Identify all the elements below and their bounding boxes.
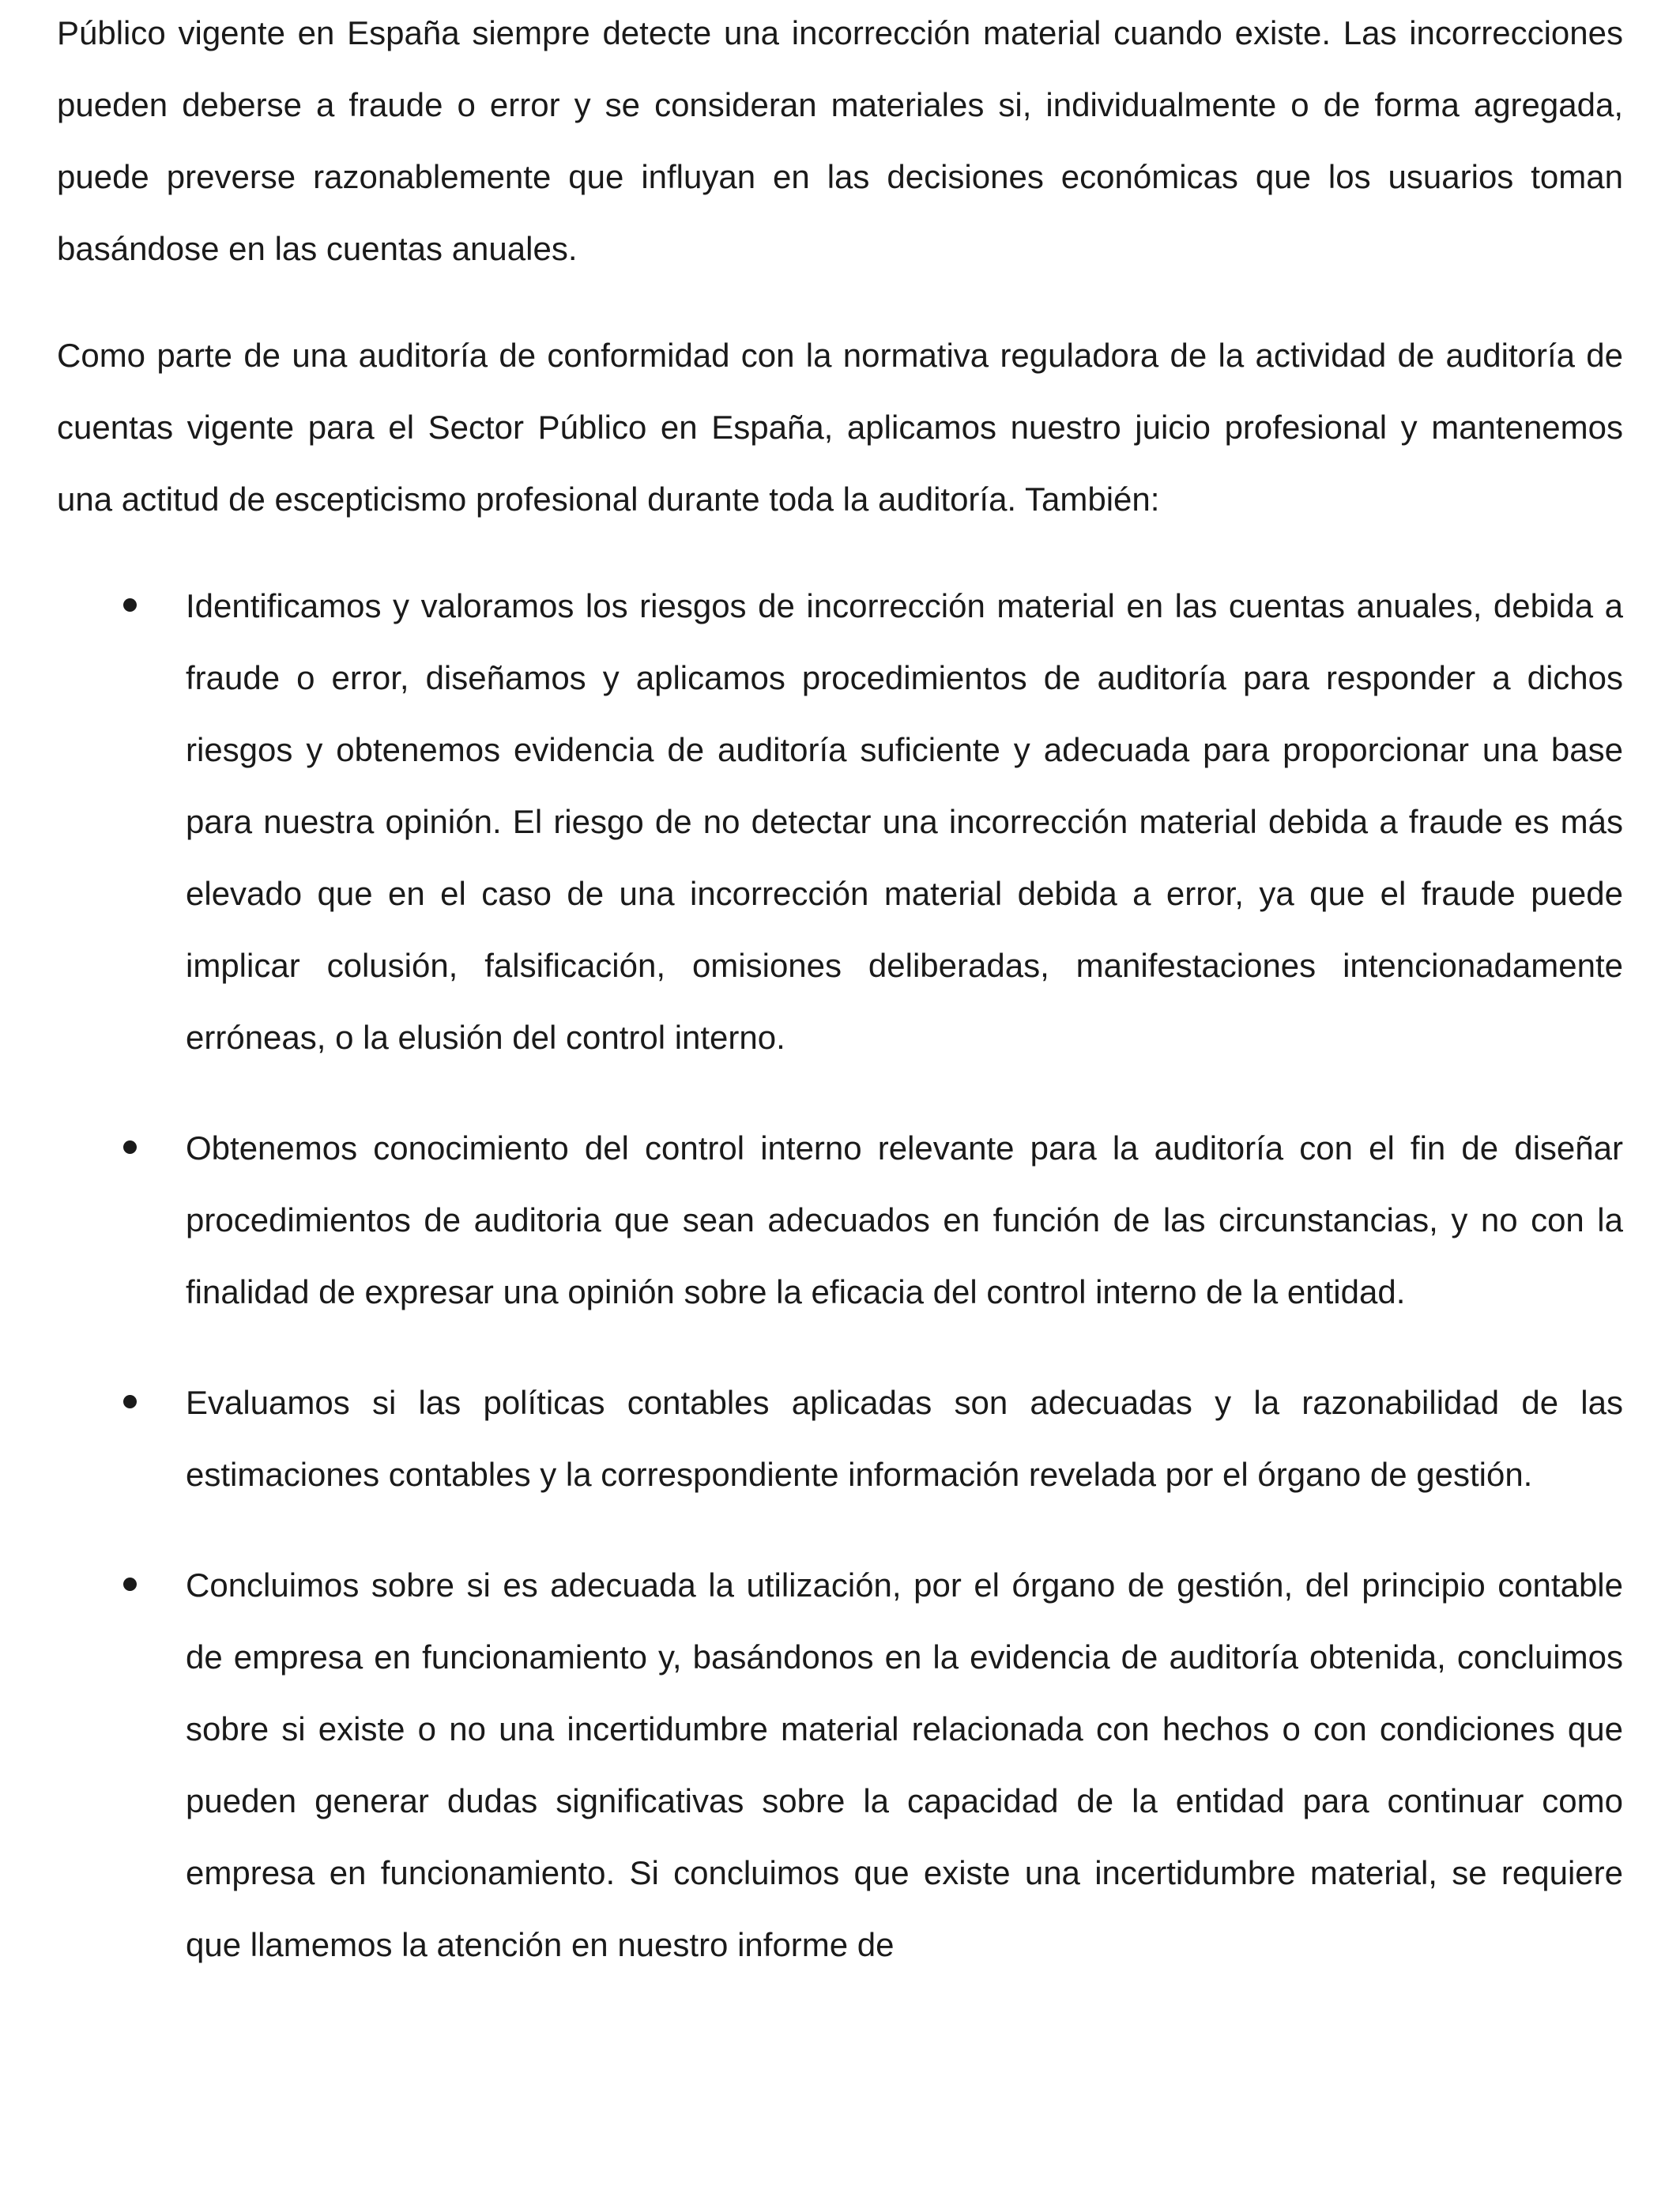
bullet-icon: [123, 1395, 137, 1408]
list-item-internal-control: [57, 1112, 1623, 1328]
audit-procedures-list: [57, 570, 1623, 1981]
list-item-text: Identificamos y valoramos los riesgos de incorrección material en las cuentas anuales, debida a fraude o error, diseñamos y aplicamos procedimientos de auditoría para responder a dichos riesgos y obtenemos evidencia de auditoría suficiente y adecuada para proporcionar una base para nuestra opinión. El riesgo de no detectar una incorrección material debida a fraude es más elevado que en el caso de una incorrección material debida a error, ya que el fraude puede implicar colusión, falsificación, omisiones deliberadas, manifestaciones intencionadamente erróneas, o la elusión del control interno.: [186, 587, 1623, 1056]
bullet-icon: [123, 1140, 137, 1154]
list-item-text: Evaluamos si las políticas contables aplicadas son adecuadas y la razonabilidad de las estimaciones contables y la correspondiente información revelada por el órgano de gestión.: [186, 1384, 1623, 1493]
list-item-accounting-policies: [57, 1367, 1623, 1510]
document-page: [57, 0, 1623, 1981]
list-item-text: Concluimos sobre si es adecuada la utilización, por el órgano de gestión, del principio contable de empresa en funcionamiento y, basándonos en la evidencia de auditoría obtenida, concluimos sobre si existe o no una incertidumbre material relacionada con hechos o con condiciones que pueden generar dudas significativas sobre la capacidad de la entidad para continuar como empresa en funcionamiento. Si concluimos que existe una incertidumbre material, se requiere que llamemos la atención en nuestro informe de: [186, 1566, 1623, 1963]
paragraph-audit-judgement: Como parte de una auditoría de conformidad con la normativa reguladora de la actividad de auditoría de cuentas vigente para el Sector Público en España, aplicamos nuestro juicio profesional y mantenemos una actitud de escepticismo profesional durante toda la auditoría. También:: [57, 337, 1623, 518]
list-item-going-concern: [57, 1549, 1623, 1981]
list-spacer: [57, 1073, 1623, 1112]
paragraph-spacer: [57, 285, 1623, 319]
paragraph-material-misstatement: Público vigente en España siempre detecte una incorrección material cuando existe. Las incorrecciones pueden deberse a fraude o error y se consideran materiales si, individualmente o de forma agregada, puede preverse razonablemente que influyan en las decisiones económicas que los usuarios toman basándose en las cuentas anuales.: [57, 14, 1623, 267]
paragraph-spacer: [57, 535, 1623, 570]
bullet-icon: [123, 1578, 137, 1591]
bullet-icon: [123, 598, 137, 612]
list-spacer: [57, 1328, 1623, 1367]
list-item-text: Obtenemos conocimiento del control interno relevante para la auditoría con el fin de diseñar procedimientos de auditoria que sean adecuados en función de las circunstancias, y no con la finalidad de expresar una opinión sobre la eficacia del control interno de la entidad.: [186, 1129, 1623, 1310]
list-item-risk-assessment: [57, 570, 1623, 1073]
list-spacer: [57, 1510, 1623, 1549]
